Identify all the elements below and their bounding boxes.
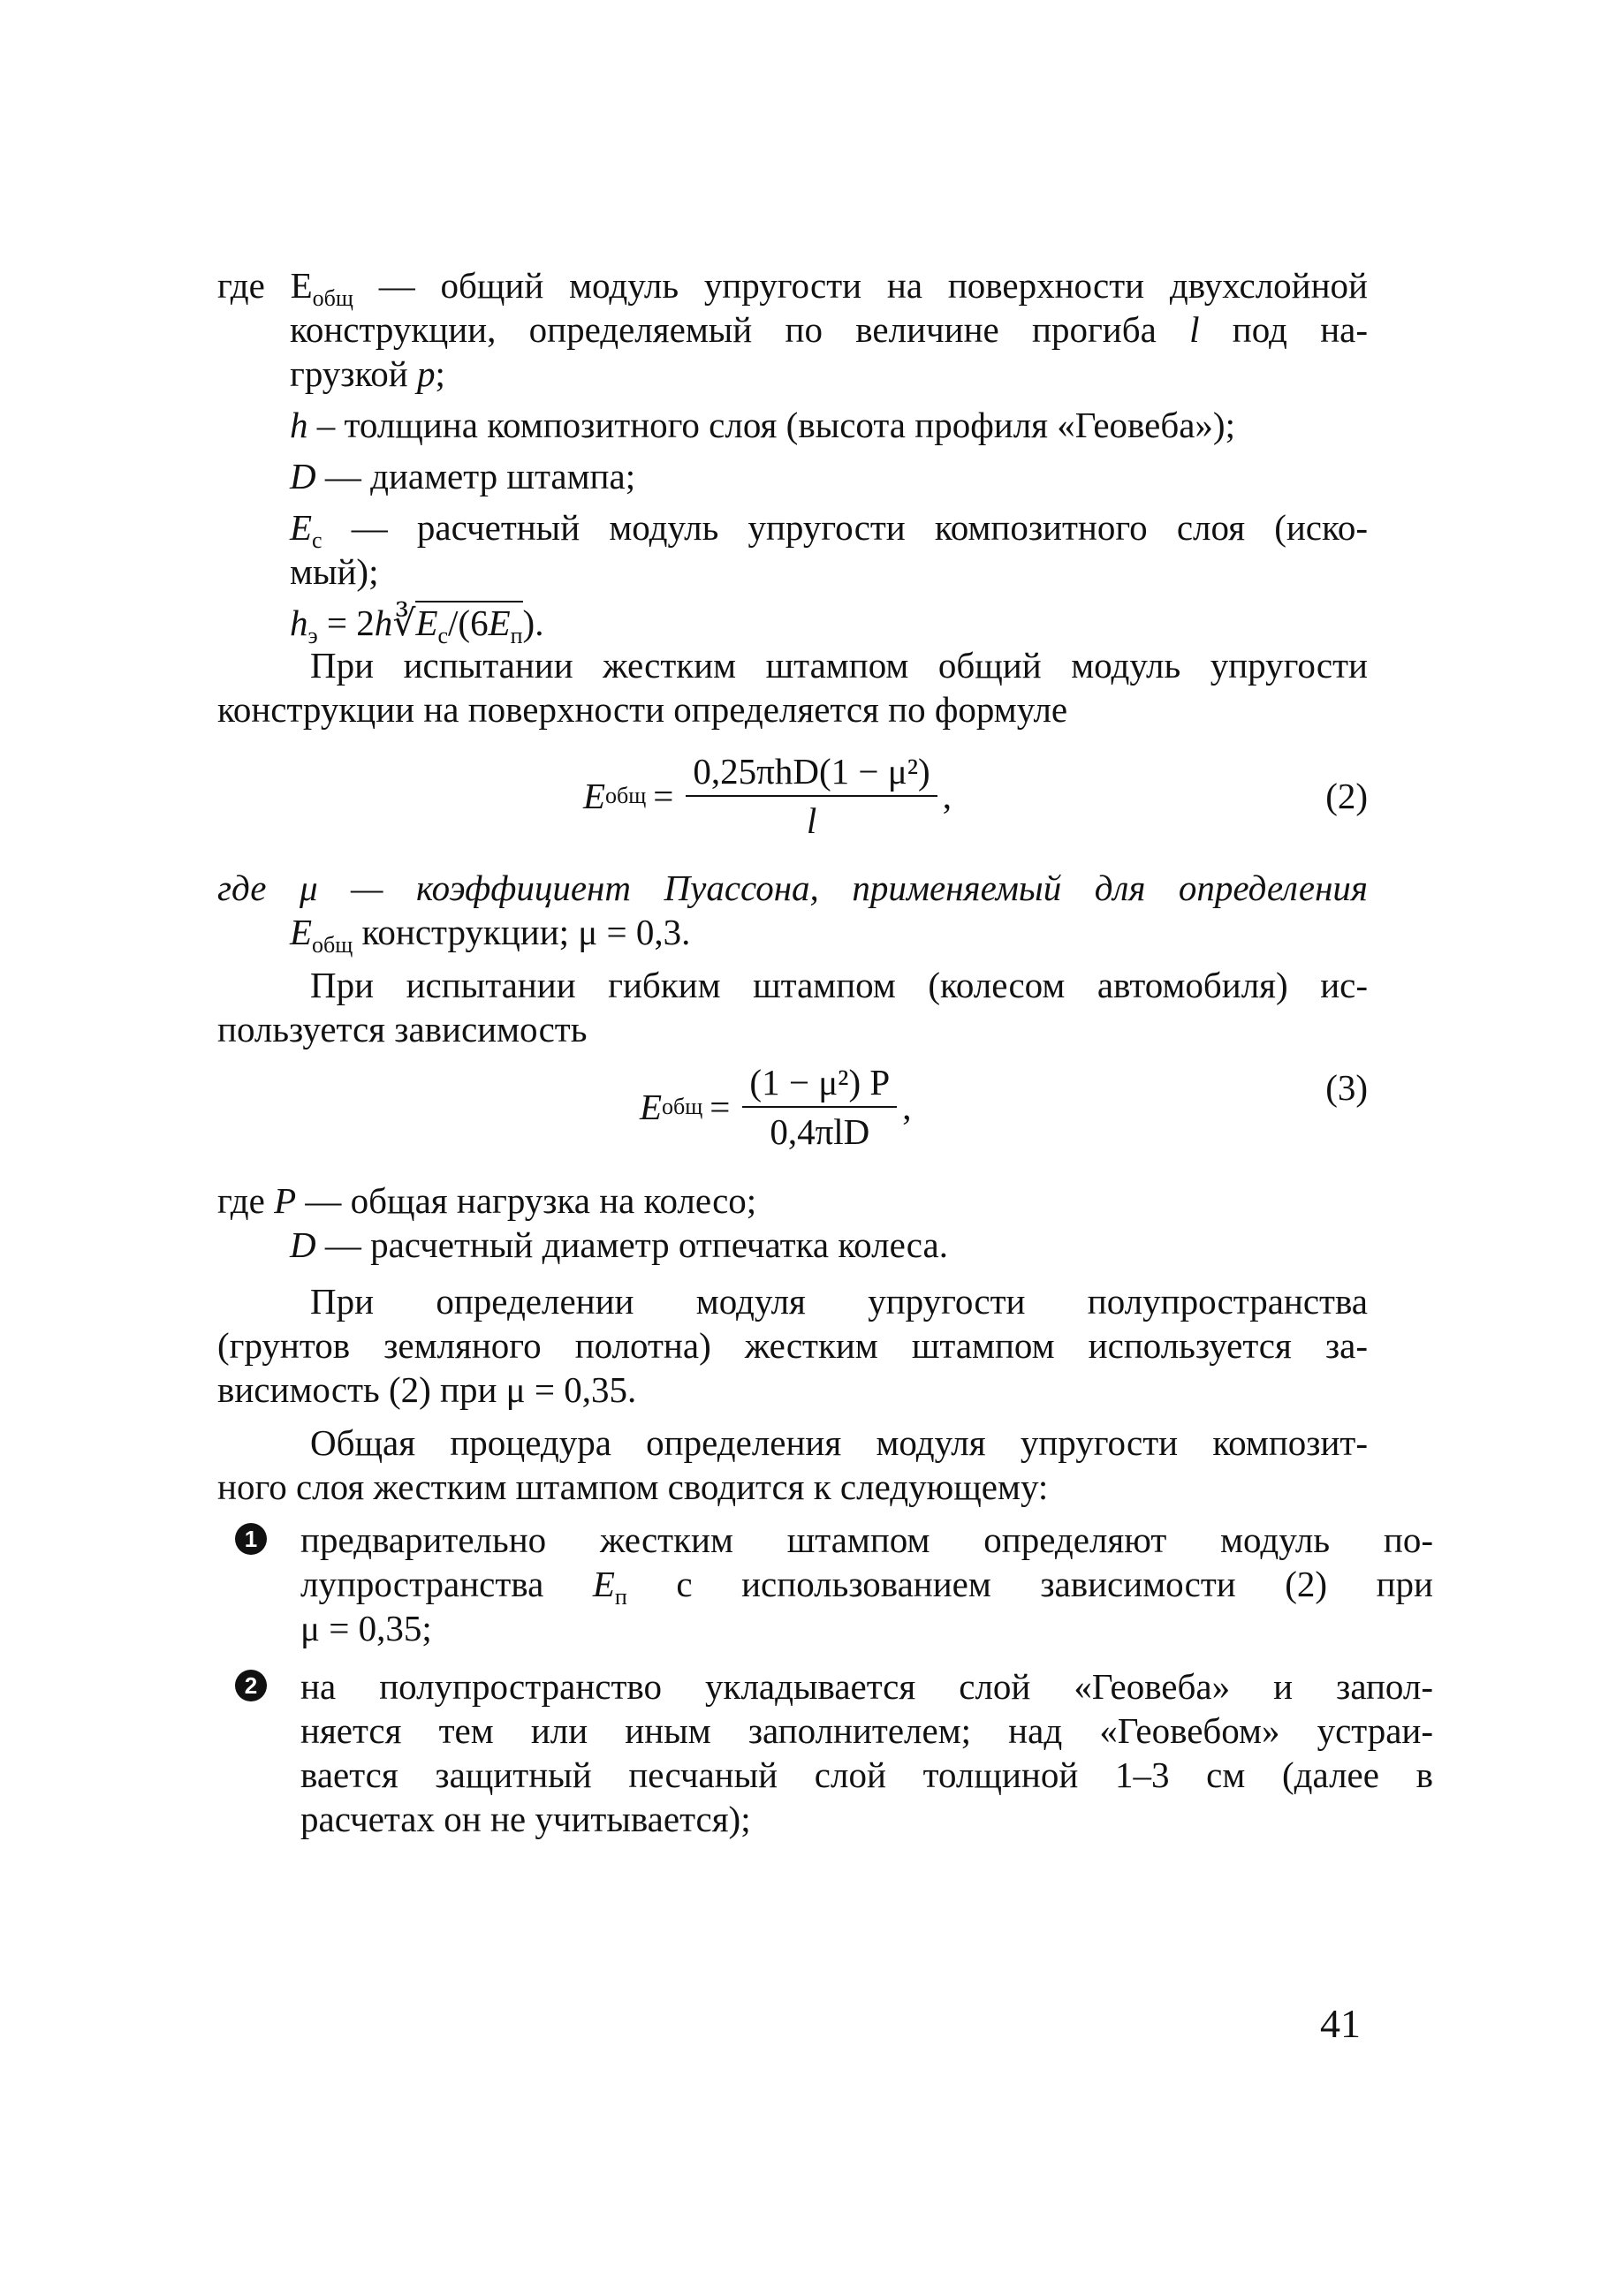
formula-2-fraction: $\frac{\text{0,25πhD(1 − μ²)}}{l}$ bbox=[686, 751, 937, 841]
def-he-formula: $h_э$ = $2h∛E_c/(6E_п)$. bbox=[290, 602, 544, 648]
equation-number-2: (2) bbox=[1325, 776, 1368, 816]
paragraph-load: где P — общая нагрузка на колесо; D — расчетный диаметр отпечатка колеса. bbox=[217, 1180, 948, 1265]
number-badge-icon: 2 bbox=[235, 1670, 267, 1701]
list-item: 1 предварительно жестким штампом определяют модуль по- лупространства $E_п$ с использованием зависимости (2) при μ = 0,35; bbox=[235, 1518, 1433, 1650]
def-e-total-line1: где $E_{общ}$ — общий модуль упругости на поверхности двухслойной bbox=[217, 265, 1368, 311]
equation-number-3: (3) bbox=[1325, 1067, 1368, 1108]
def-ec-line1: $E_c$ — расчетный модуль упругости композитного слоя (иско- bbox=[290, 507, 1368, 553]
paragraph-rigid-stamp: При испытании жестким штампом общий модуль упругости конструкции на поверхности определяется по формуле bbox=[217, 645, 1368, 730]
page-number: 41 bbox=[1320, 2001, 1361, 2046]
def-e-total-line2: конструкции, определяемый по величине прогиба l под на- bbox=[290, 309, 1368, 350]
list-item: 2 на полупространство укладывается слой «Геовеба» и запол- няется тем или иным заполнителем; над «Геовебом» устраи- вается защитный песчаный слой толщиной 1–3 см (далее в расчетах он не учитывается); bbox=[235, 1664, 1433, 1841]
paragraph-poisson: где μ — коэффициент Пуассона, применяемый для определения $E_{общ}$ конструкции; μ = 0,3. bbox=[217, 868, 1368, 958]
number-badge-icon: 1 bbox=[235, 1523, 267, 1555]
def-h: h – толщина композитного слоя (высота профиля «Геовеба»); bbox=[290, 405, 1235, 445]
def-d: D — диаметр штампа; bbox=[290, 456, 636, 496]
definitions-block bbox=[217, 263, 1368, 648]
paragraph-halfspace: При определении модуля упругости полупространства (грунтов земляного полотна) жестким штампом используется за- висимость (2) при μ = 0,35. bbox=[217, 1281, 1368, 1410]
formula-3-fraction: $\frac{\text{(1 − μ²) P}}{\text{0,4πlD}}$ bbox=[742, 1062, 897, 1152]
def-ec-line2: мый); bbox=[290, 551, 379, 592]
formula-3: E общ = $\frac{\text{(1 − μ²) P}}{\text{0,4πlD}}$ , bbox=[640, 1062, 912, 1152]
paragraph-flexible-stamp: При испытании гибким штампом (колесом автомобиля) ис- пользуется зависимость bbox=[217, 965, 1368, 1049]
formula-2: E общ = $\frac{\text{0,25πhD(1 − μ²)}}{l}$ , bbox=[583, 751, 952, 841]
def-e-total-line3: грузкой p; bbox=[290, 353, 445, 394]
paragraph-procedure: Общая процедура определения модуля упругости композит- ного слоя жестким штампом сводится к следующему: bbox=[217, 1422, 1368, 1507]
